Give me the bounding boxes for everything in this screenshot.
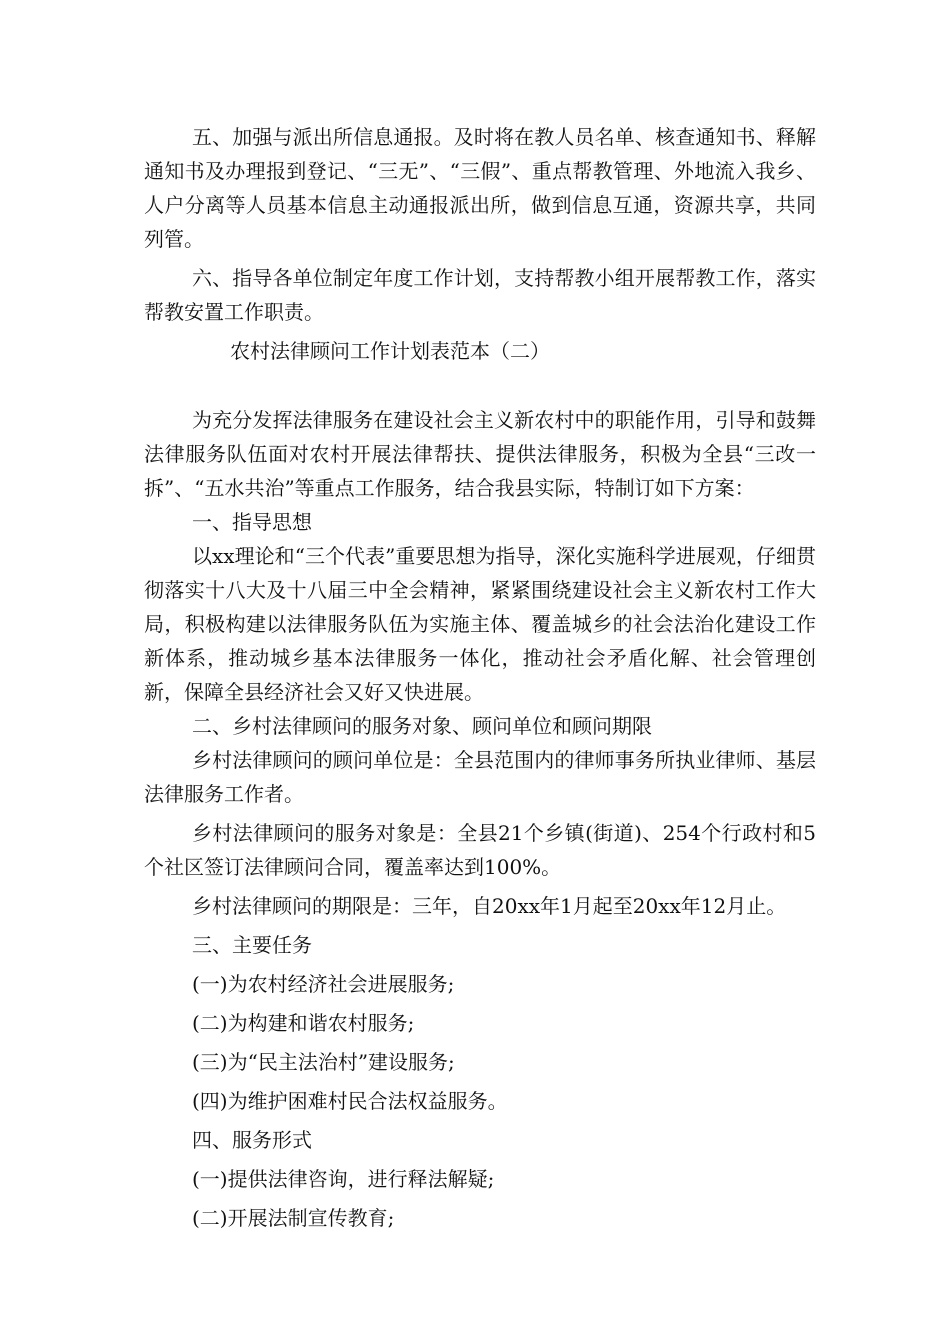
paragraph-service-objects: 乡村法律顾问的服务对象是：全县21个乡镇(街道)、254个行政村和5个社区签订法律顾问合同，覆盖率达到100%。	[144, 821, 816, 879]
paragraph-advisor-term: 乡村法律顾问的期限是：三年，自20xx年1月起至20xx年12月止。	[192, 894, 787, 918]
task-item-1: (一)为农村经济社会进展服务;	[192, 972, 455, 996]
section-title: 农村法律顾问工作计划表范本（二）	[230, 339, 550, 363]
paragraph-advisor-units: 乡村法律顾问的顾问单位是：全县范围内的律师事务所执业律师、基层法律服务工作者。	[144, 748, 816, 806]
form-item-2: (二)开展法制宣传教育;	[192, 1206, 395, 1230]
document-body	[144, 120, 816, 1235]
paragraph-5-info-report: 五、加强与派出所信息通报。及时将在教人员名单、核查通知书、释解通知书及办理报到登记、“三无”、“三假”、重点帮教管理、外地流入我乡、人户分离等人员基本信息主动通报派出所，做到信息互通，资源共享，共同列管。	[144, 125, 816, 251]
task-item-3: (三)为“民主法治村”建设服务;	[192, 1050, 455, 1074]
paragraph-6-guidance: 六、指导各单位制定年度工作计划，支持帮教小组开展帮教工作，落实帮教安置工作职责。	[144, 266, 816, 324]
paragraph-intro: 为充分发挥法律服务在建设社会主义新农村中的职能作用，引导和鼓舞法律服务队伍面对农村开展法律帮扶、提供法律服务，积极为全县“三改一拆”、“五水共治”等重点工作服务，结合我县实际，特制订如下方案：	[144, 408, 816, 500]
paragraph-guiding-thought: 以xx理论和“三个代表”重要思想为指导，深化实施科学进展观，仔细贯彻落实十八大及十八届三中全会精神，紧紧围绕建设社会主义新农村工作大局，积极构建以法律服务队伍为实施主体、覆盖城乡的社会法治化建设工作新体系，推动城乡基本法律服务一体化，推动社会矛盾化解、社会管理创新，保障全县经济社会又好又快进展。	[144, 544, 816, 704]
heading-guiding-thought: 一、指导思想	[192, 510, 312, 534]
heading-service-forms: 四、服务形式	[192, 1128, 312, 1152]
heading-main-tasks: 三、主要任务	[192, 933, 312, 957]
form-item-1: (一)提供法律咨询，进行释法解疑;	[192, 1167, 495, 1191]
task-item-2: (二)为构建和谐农村服务;	[192, 1011, 415, 1035]
heading-service-objects: 二、乡村法律顾问的服务对象、顾问单位和顾问期限	[192, 714, 652, 738]
task-item-4: (四)为维护困难村民合法权益服务。	[192, 1089, 508, 1113]
